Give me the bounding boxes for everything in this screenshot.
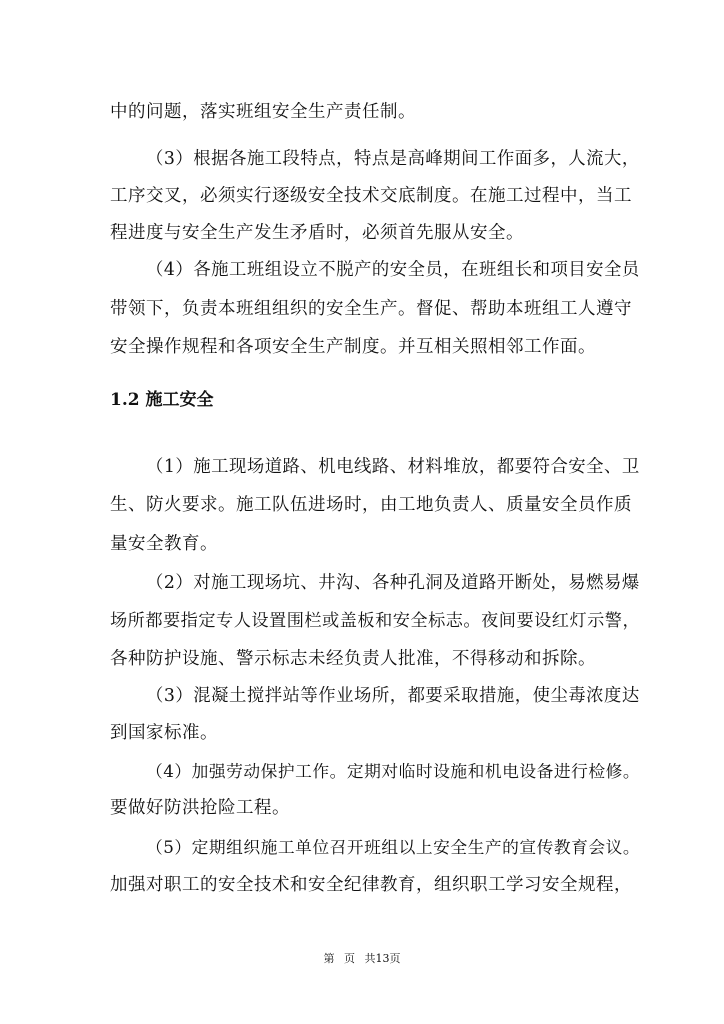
text-line: 带领下，负责本班组组织的安全生产。督促、帮助本班组工人遵守	[110, 299, 632, 319]
text-line: （2）对施工现场坑、井沟、各种孔洞及道路开断处，易燃易爆	[146, 573, 640, 593]
text-line: （4）各施工班组设立不脱产的安全员，在班组长和项目安全员	[146, 260, 640, 280]
text-line: （5）定期组织施工单位召开班组以上安全生产的宣传教育会议。	[146, 837, 641, 857]
page-footer	[0, 952, 724, 966]
text-line: 安全操作规程和各项安全生产制度。并互相关照相邻工作面。	[110, 337, 596, 357]
text-line: 各种防护设施、警示标志未经负责人批准，不得移动和拆除。	[110, 649, 596, 669]
text-line: （4）加强劳动保护工作。定期对临时设施和机电设备进行检修。	[146, 761, 641, 781]
text-line: 加强对职工的安全技术和安全纪律教育，组织职工学习安全规程，	[110, 875, 632, 895]
footer-page-prefix: 第	[323, 952, 335, 965]
footer-page-total: 共13页	[364, 952, 401, 965]
text-line: （3）混凝土搅拌站等作业场所，都要采取措施，使尘毒浓度达	[146, 686, 640, 706]
text-line: （3）根据各施工段特点，特点是高峰期间工作面多，人流大，	[146, 149, 640, 169]
text-line: 到国家标准。	[110, 723, 218, 743]
text-line: 中的问题，落实班组安全生产责任制。	[110, 102, 416, 122]
text-line: 生、防火要求。施工队伍进场时，由工地负责人、质量安全员作质	[110, 495, 632, 515]
text-line: 量安全教育。	[110, 534, 218, 554]
footer-page-suffix: 页	[344, 952, 355, 965]
section-heading: 1.2 施工安全	[110, 390, 214, 410]
text-line: 程进度与安全生产发生矛盾时，必须首先服从安全。	[110, 223, 524, 243]
text-line: 要做好防洪抢险工程。	[110, 798, 290, 818]
text-line: 工序交叉，必须实行逐级安全技术交底制度。在施工过程中，当工	[110, 186, 632, 206]
text-line: （1）施工现场道路、机电线路、材料堆放，都要符合安全、卫	[146, 457, 640, 477]
text-line: 场所都要指定专人设置围栏或盖板和安全标志。夜间要设红灯示警，	[110, 611, 641, 631]
